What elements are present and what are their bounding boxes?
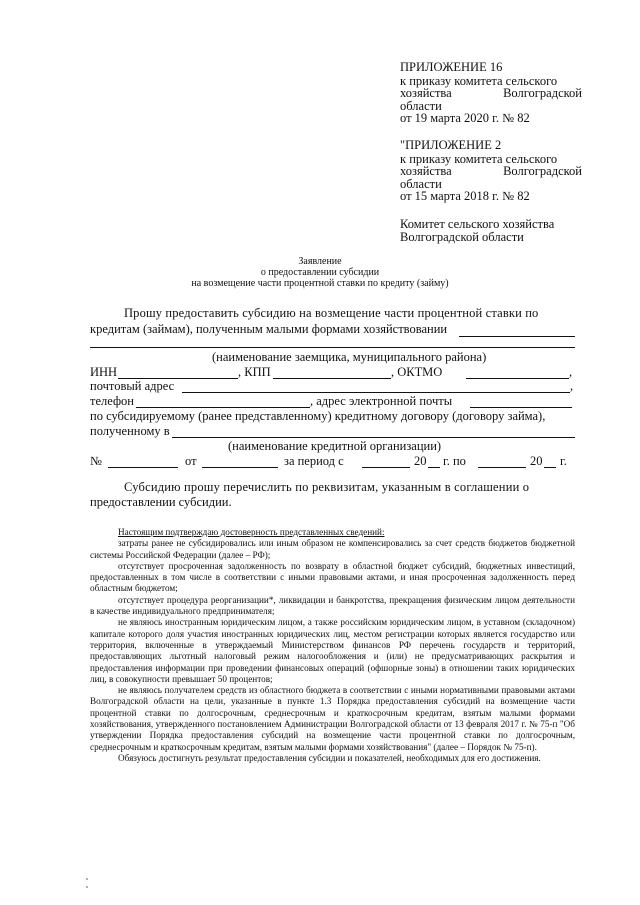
appendix-2-title: "ПРИЛОЖЕНИЕ 2: [400, 138, 502, 152]
year-end-label: г.: [560, 454, 567, 468]
appendix-2-line: к приказу комитета сельского: [400, 151, 558, 166]
appendix-2-line: [400, 165, 582, 178]
confirmation-commitment: Обязуюсь достигнуть результат предоставления субсидии и показателей, необходимых для его достижения.: [118, 752, 541, 763]
appendix-2-word: хозяйства: [400, 164, 452, 178]
scan-speck: [86, 878, 88, 880]
period-to-field[interactable]: [478, 467, 526, 468]
contract-line: по субсидируемому (ранее представленному) кредитному договору (договору займа),: [90, 409, 546, 423]
borrower-field-line-2[interactable]: [90, 347, 575, 348]
bank-field[interactable]: [172, 437, 575, 438]
addressee-line: Волгоградской области: [400, 229, 524, 244]
confirmation-item: отсутствует процедура реорганизации*, ликвидации и банкротства, прекращения физическим лицом деятельности в качестве индивидуального предпринимателя;: [90, 594, 575, 617]
appendix-16-line: к приказу комитета сельского: [400, 73, 558, 88]
document-title: [150, 256, 490, 289]
year1-field[interactable]: [428, 467, 440, 468]
addressee-block: [400, 218, 582, 243]
to-label: г. по: [443, 454, 466, 468]
title-line: о предоставлении субсидии: [260, 267, 380, 278]
transfer-line-1: Субсидию прошу перечислить по реквизитам, указанным в соглашении о: [124, 480, 530, 494]
phone-label: телефон: [90, 394, 134, 408]
request-line-2: кредитам (займам), полученным малыми формами хозяйствовании: [90, 322, 448, 336]
kpp-label: , КПП: [238, 365, 271, 379]
date-field[interactable]: [202, 467, 278, 468]
oktmo-label: , ОКТМО: [391, 365, 443, 379]
title-line: на возмещение части процентной ставки по кредиту (займу): [191, 278, 449, 289]
appendix-2-date: от 15 марта 2018 г. № 82: [400, 189, 530, 203]
from-label: от: [185, 454, 197, 468]
period-label: за период с: [284, 454, 344, 468]
address-label: почтовый адрес: [90, 379, 175, 393]
address-comma: ,: [570, 379, 574, 393]
appendix-2-line: области: [400, 176, 442, 191]
confirmation-item: затраты ранее не субсидировались или иным образом не компенсировались за счет средств бюджетов бюджетной системы Российской Федерации (далее – РФ);: [90, 538, 575, 560]
oktmo-comma: ,: [569, 365, 573, 379]
confirmation-item: отсутствует просроченная задолженность по возврату в областной бюджет субсидий, бюджетных инвестиций, предоставленных в том числе в соответствии с иными правовыми актами, и иная просроченная задолженность перед областным бюджетом;: [90, 560, 575, 594]
year2-field[interactable]: [544, 467, 556, 468]
appendix-2-word: Волгоградской: [503, 164, 582, 178]
bank-caption: (наименование кредитной организации): [228, 439, 442, 453]
received-label: полученному в: [90, 424, 170, 438]
appendix-16-date: от 19 марта 2020 г. № 82: [400, 111, 530, 125]
oktmo-field[interactable]: [466, 378, 569, 379]
confirmation-heading: Настоящим подтверждаю достоверность представленных сведений:: [118, 527, 385, 537]
email-label: , адрес электронной почты: [310, 394, 453, 408]
confirmation-block: [90, 527, 575, 764]
appendix-16-line: [400, 87, 582, 100]
borrower-field-line[interactable]: [459, 336, 575, 337]
appendix-16-line: области: [400, 98, 442, 113]
appendix-16-word: хозяйства: [400, 86, 452, 100]
borrower-caption: (наименование заемщика, муниципального района): [212, 350, 487, 364]
appendix-16-block: [400, 61, 582, 125]
kpp-field[interactable]: [273, 378, 391, 379]
confirmation-item: не являюсь получателем средств из областного бюджета в соответствии с иными нормативными правовыми актами Волгоградской области на цели, указанные в пункте 1.3 Порядка предоставления субсидий на возмещение части процентной ставки по долгосрочным, среднесрочным и краткосрочным кредитам, взятым малыми формами хозяйствования, утвержденного постановлением Администрации Волгоградской области от 13 февраля 2017 г. № 75-п "Об утверждении Порядка предоставления субсидий на возмещение части процентной ставки по долгосрочным, среднесрочным и краткосрочным кредитам, взятым малыми формами хозяйствования" (далее – Порядок № 75-п).: [90, 685, 575, 752]
appendix-16-title: ПРИЛОЖЕНИЕ 16: [400, 60, 503, 74]
appendix-16-word: Волгоградской: [503, 86, 582, 100]
inn-label: ИНН: [90, 365, 118, 379]
year2-label: 20: [530, 454, 543, 468]
appendix-2-block: [400, 139, 582, 203]
title-line: Заявление: [298, 256, 342, 267]
transfer-line-2: предоставлении субсидии.: [90, 495, 232, 509]
number-field[interactable]: [108, 467, 178, 468]
number-label: №: [90, 454, 102, 468]
email-field[interactable]: [470, 407, 572, 408]
confirmation-item: не являюсь иностранным юридическим лицом, а также российским юридическим лицом, в уставном (складочном) капитале которого доля участия иностранных юридических лиц, местом регистрации которых является государство или территория, включенные в утверждаемый Министерством финансов РФ перечень государств и территорий, предоставляющих льготный налоговый режим налогообложения и (или) не предусматривающих раскрытия и предоставления информации при проведении финансовых операций (офшорные зоны) в отношении таких юридических лиц, в совокупности превышает 50 процентов;: [90, 617, 575, 684]
addressee-line: Комитет сельского хозяйства: [400, 217, 555, 231]
request-line-1: Прошу предоставить субсидию на возмещение части процентной ставки по: [124, 306, 539, 320]
year1-label: 20: [414, 454, 427, 468]
period-from-field[interactable]: [362, 467, 410, 468]
address-field[interactable]: [182, 392, 570, 393]
scan-speck: [86, 886, 88, 888]
phone-field[interactable]: [136, 407, 310, 408]
